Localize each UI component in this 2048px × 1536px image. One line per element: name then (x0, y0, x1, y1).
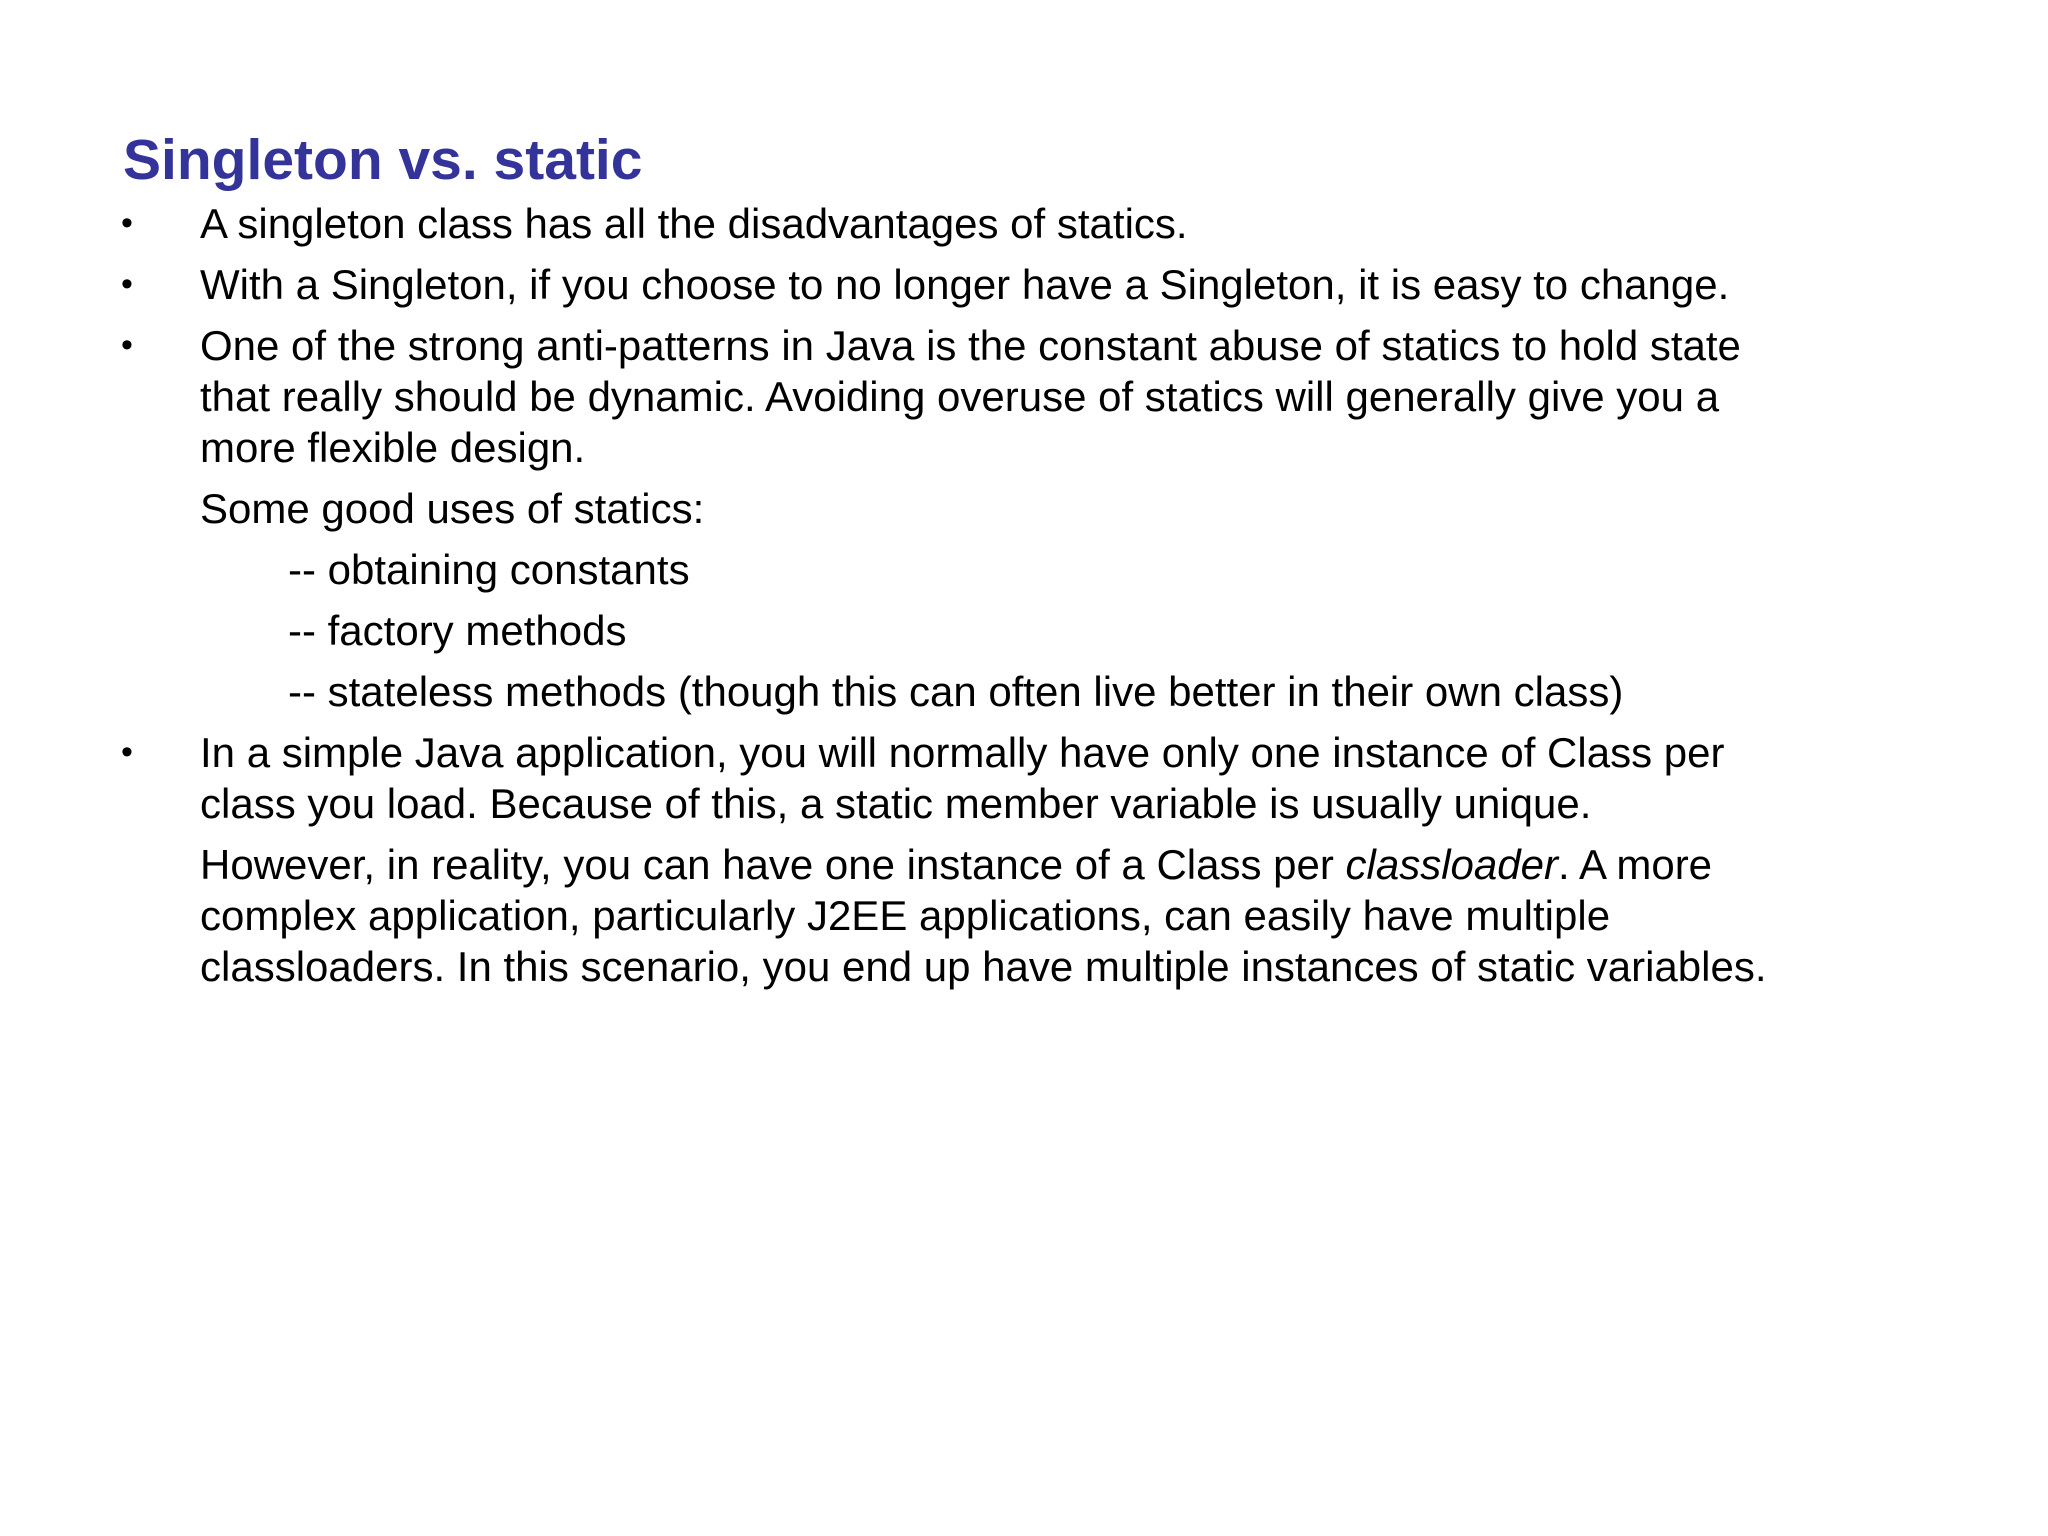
bullet-item (0, 198, 1900, 249)
classloader-line: complex application, particularly J2EE applications, can easily have multiple (200, 892, 1611, 939)
classloader-line: classloaders. In this scenario, you end up have multiple instances of static variables. (200, 943, 1767, 990)
bullet-icon: • (121, 733, 133, 771)
bullet-text-line: class you load. Because of this, a static member variable is usually unique. (200, 780, 1592, 827)
bullet-text: With a Singleton, if you choose to no longer have a Singleton, it is easy to change. (200, 261, 1730, 308)
good-use-item: -- stateless methods (though this can often live better in their own class) (288, 668, 1624, 715)
classloader-text-start: However, in reality, you can have one instance of a Class per (200, 841, 1346, 888)
bullet-text-line: In a simple Java application, you will normally have only one instance of Class per (200, 729, 1725, 776)
good-use-item: -- factory methods (288, 607, 627, 654)
classloader-line (200, 839, 1920, 890)
slide-title: Singleton vs. static (123, 128, 643, 192)
good-uses-intro: Some good uses of statics: (200, 485, 705, 532)
bullet-icon: • (121, 326, 133, 364)
slide-content (0, 198, 2048, 1002)
bullet-item (0, 259, 1900, 310)
bullet-item (0, 320, 1900, 473)
bullet-text: A singleton class has all the disadvantages of statics. (200, 200, 1188, 247)
bullet-icon: • (121, 265, 133, 303)
good-use-item: -- obtaining constants (288, 546, 690, 593)
classloader-text-end: . A more (1557, 841, 1713, 888)
bullet-text-line: more flexible design. (200, 424, 586, 471)
classloader-emphasis: classloader (1345, 841, 1558, 888)
bullet-text-line: that really should be dynamic. Avoiding overuse of statics will generally give you a (200, 373, 1720, 420)
bullet-text-line: One of the strong anti-patterns in Java is the constant abuse of statics to hold state (200, 322, 1741, 369)
bullet-icon: • (121, 204, 133, 242)
bullet-item (0, 727, 1900, 829)
classloader-paragraph (0, 839, 1920, 992)
